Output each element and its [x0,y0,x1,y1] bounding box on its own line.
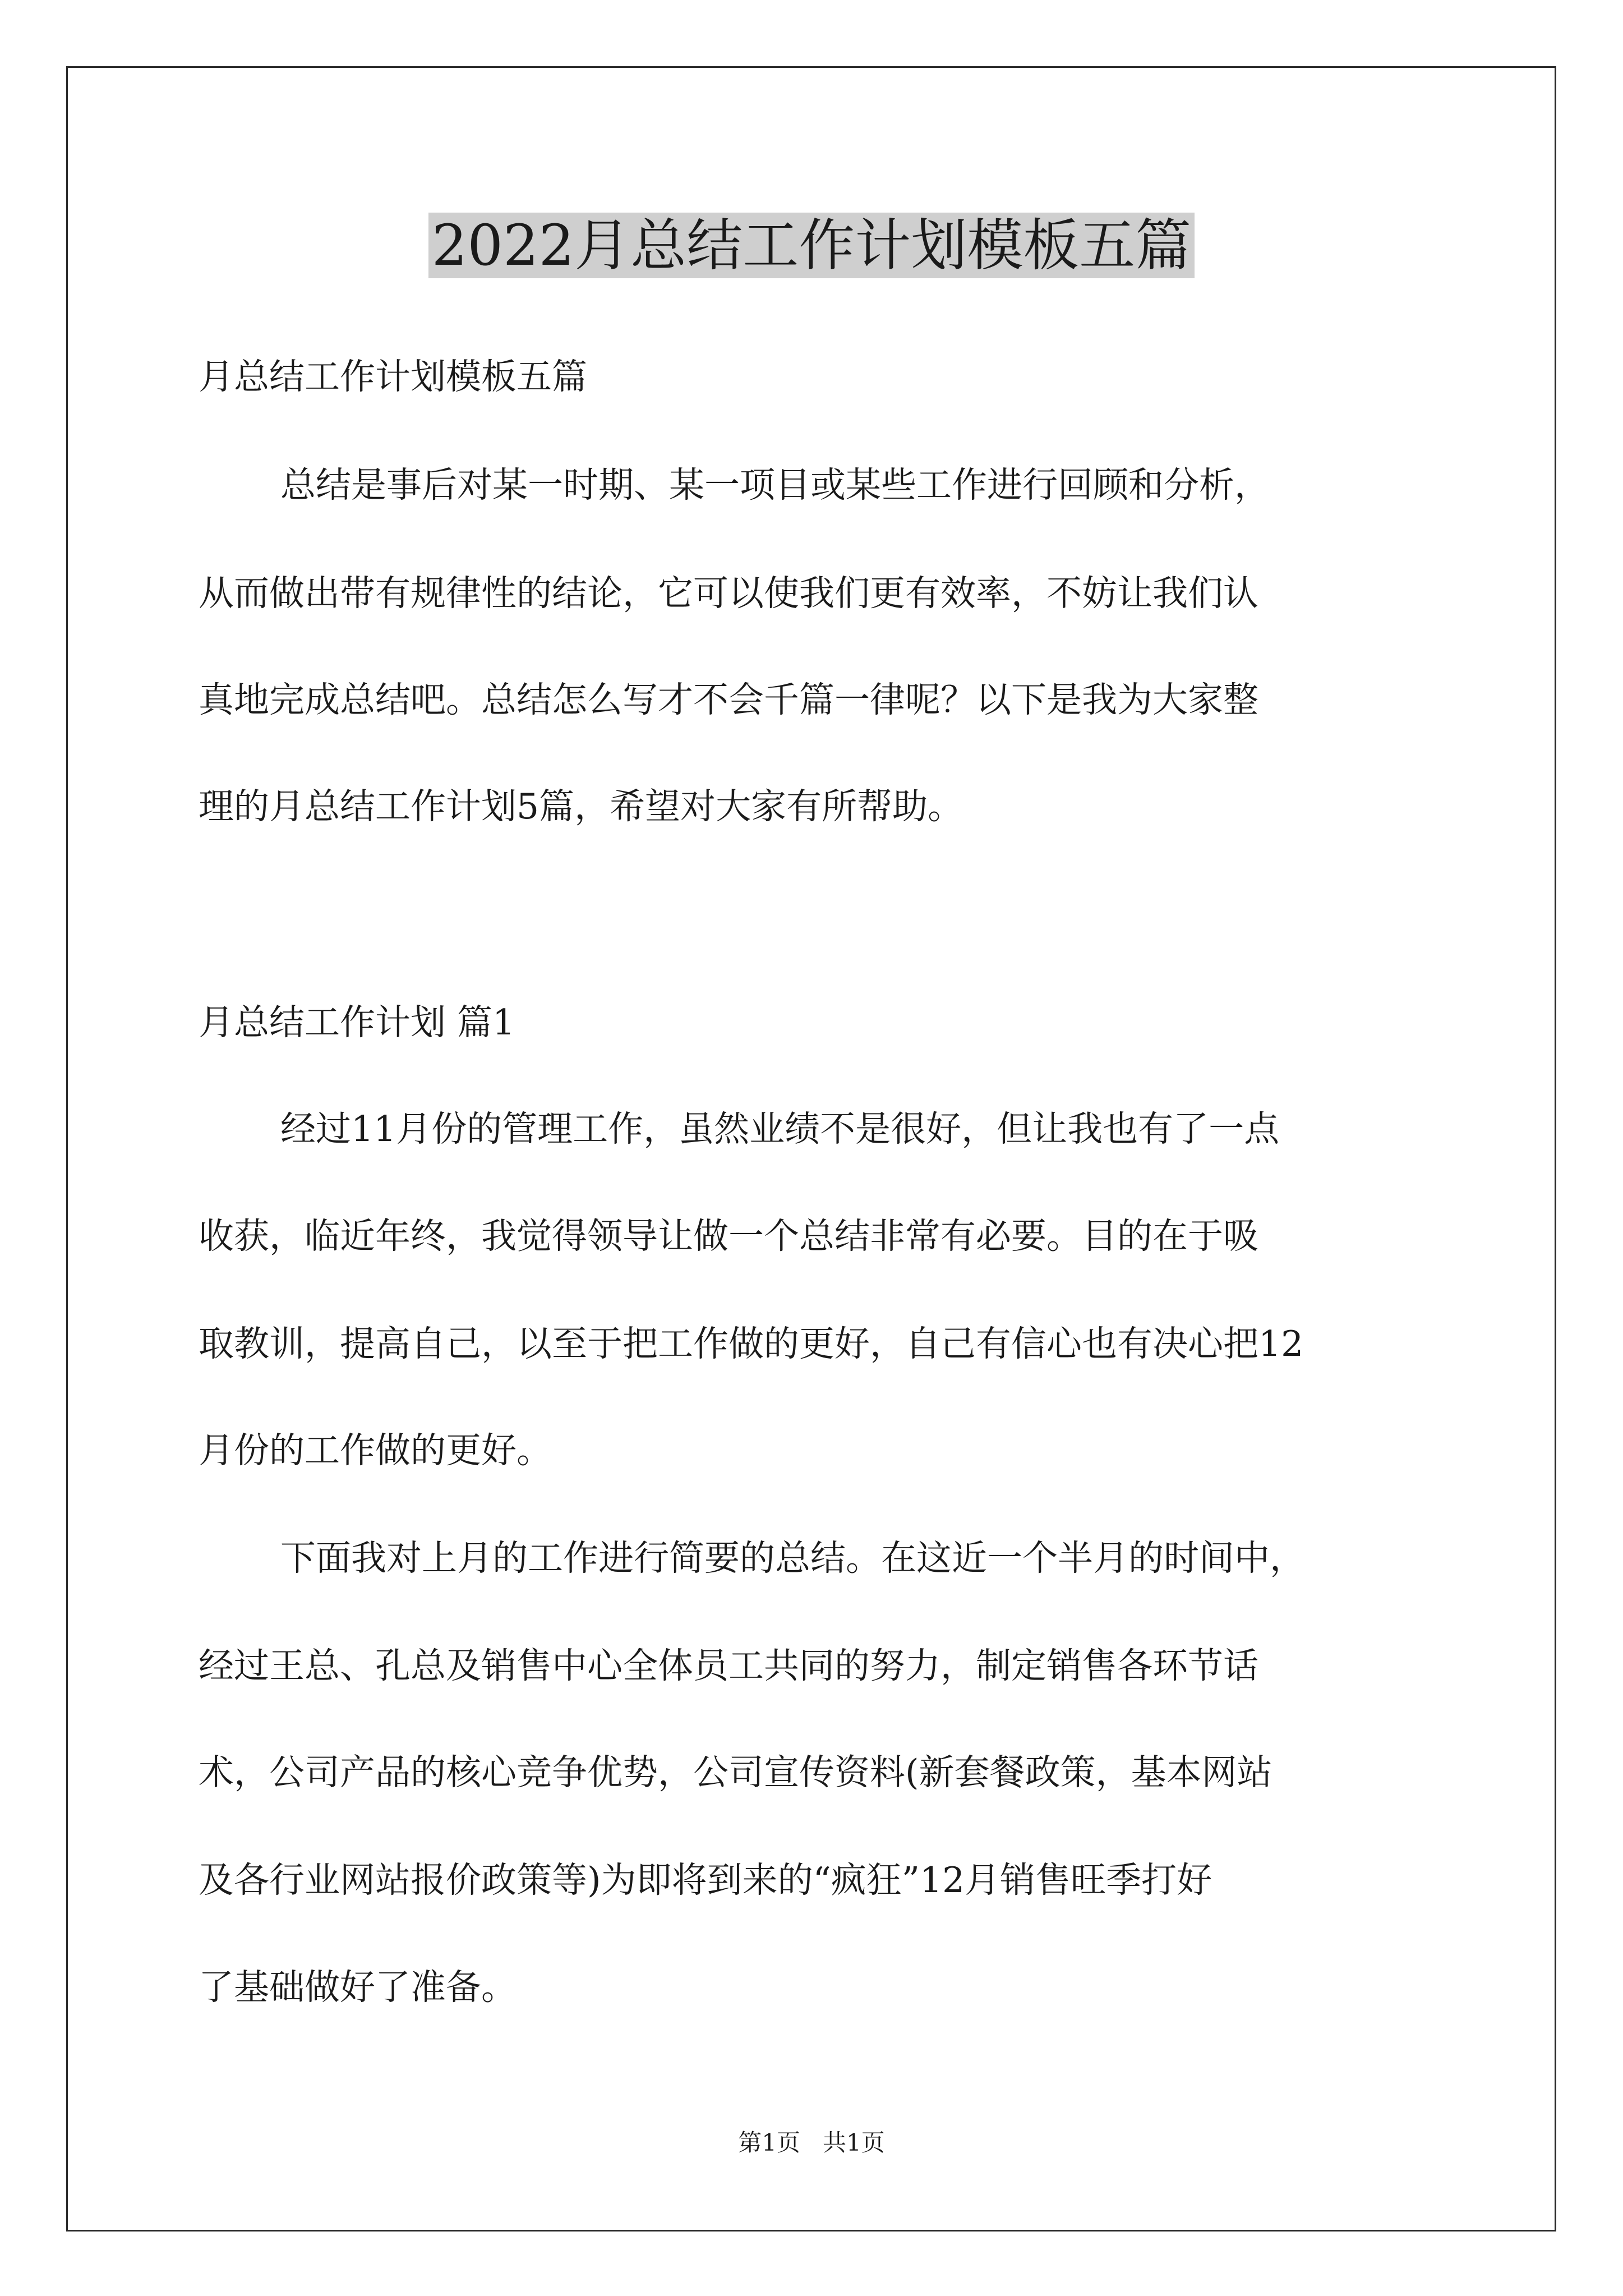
para1-line-1: 经过11月份的管理工作，虽然业绩不是很好，但让我也有了一点 [280,1108,1280,1149]
para1-line-2: 收获，临近年终，我觉得领导让做一个总结非常有必要。目的在于吸 [199,1216,1258,1257]
intro-line-2: 从而做出带有规律性的结论，它可以使我们更有效率，不妨让我们认 [199,573,1258,614]
intro-line-3: 真地完成总结吧。总结怎么写才不会千篇一律呢？以下是我为大家整 [199,679,1258,720]
document-title: 2022月总结工作计划模板五篇 [0,206,1623,285]
intro-line-4: 理的月总结工作计划5篇，希望对大家有所帮助。 [199,786,963,827]
para2-line-3: 术，公司产品的核心竞争优势，公司宣传资料(新套餐政策，基本网站 [199,1752,1272,1793]
para1-line-3: 取教训，提高自己，以至于把工作做的更好，自己有信心也有决心把12 [199,1323,1304,1364]
page-number-current: 第1页 [738,2129,800,2156]
document-subtitle: 月总结工作计划模板五篇 [199,356,587,397]
para2-line-4: 及各行业网站报价政策等)为即将到来的“疯狂”12月销售旺季打好 [199,1860,1212,1901]
para2-line-1: 下面我对上月的工作进行简要的总结。在这近一个半月的时间中， [280,1538,1305,1579]
para1-line-4: 月份的工作做的更好。 [199,1430,552,1471]
page-footer [0,2126,1623,2160]
intro-line-1: 总结是事后对某一时期、某一项目或某些工作进行回顾和分析， [280,464,1270,505]
page-number-total: 共1页 [823,2129,885,2156]
section-heading: 月总结工作计划 篇1 [199,1002,515,1043]
para2-line-2: 经过王总、孔总及销售中心全体员工共同的努力，制定销售各环节话 [199,1645,1258,1686]
para2-line-5: 了基础做好了准备。 [199,1967,517,2008]
